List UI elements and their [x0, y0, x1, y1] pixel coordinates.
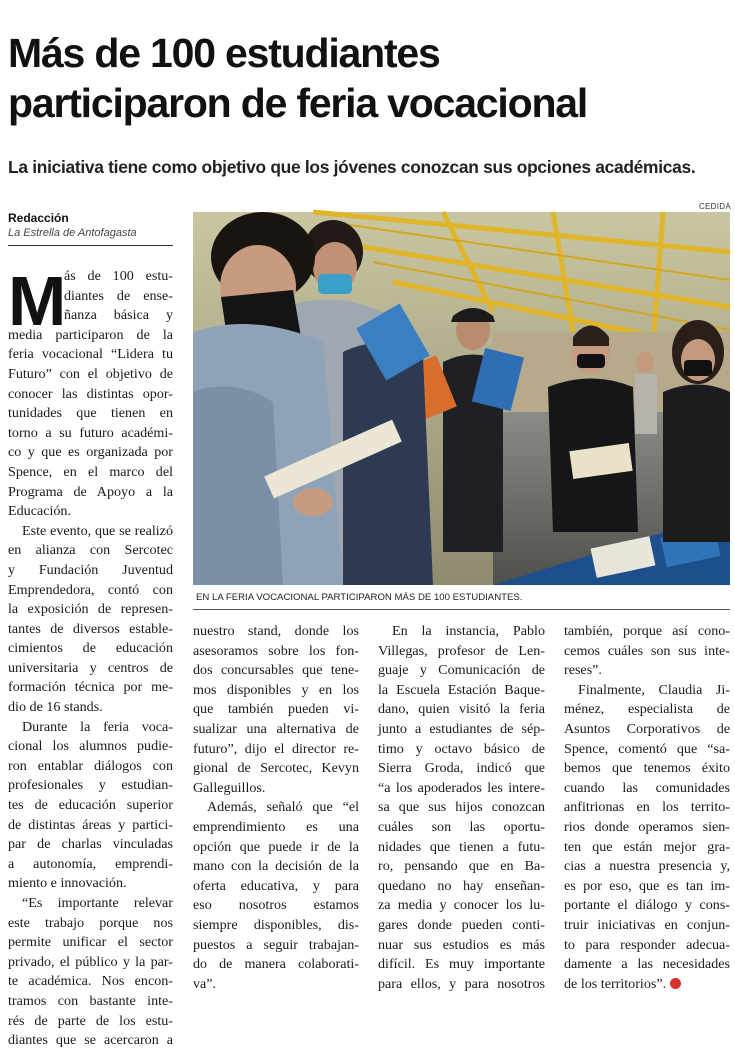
- text-line: Además, señaló que “el: [207, 799, 359, 816]
- text-line: Emprendedora, contó con: [8, 581, 173, 598]
- text-line: a autonomía, emprendi-: [8, 855, 173, 872]
- text-line: Spence, en el marco del: [8, 463, 173, 480]
- photo-caption: EN LA FERIA VOCACIONAL PARTICIPARON MÁS DE 100 ESTUDIANTES.: [196, 592, 523, 603]
- text-line: permite unificar el sector: [8, 934, 173, 951]
- text-line: siempre disponibles, dis-: [193, 916, 359, 933]
- text-line: cias a nuestra presencia y,: [564, 858, 730, 875]
- text-line: tes de educación superior: [8, 797, 173, 814]
- text-line: cuando las comunidades: [564, 779, 730, 796]
- text-line: en alianza con Sercotec: [8, 542, 173, 559]
- text-line: futuro”, dijo el director re-: [193, 740, 359, 757]
- text-line: nuar sus estudios es más: [378, 936, 545, 953]
- paragraph: [8, 894, 173, 1051]
- text-line: ro, pensando que en Ba-: [378, 858, 545, 875]
- text-line: junto a estudiantes de sép-: [378, 720, 545, 737]
- body-column-4: [564, 622, 730, 994]
- text-line: mos disponibles y en los: [193, 681, 359, 698]
- text-line: opción que puede ir de la: [193, 838, 359, 855]
- text-line: conocer las distintas opor-: [8, 385, 173, 402]
- text-line: Sierra Groda, indicó que: [378, 760, 545, 777]
- text-line: ten que están mejor gra-: [564, 838, 730, 855]
- text-line: do de manera colaborati-: [193, 956, 359, 973]
- body-column-3: [378, 622, 545, 994]
- paragraph: [8, 718, 173, 894]
- text-line: de distintas áreas y partici-: [8, 816, 173, 833]
- text-line: dio de 16 stands.: [8, 699, 103, 716]
- text-line: difícil. Es muy importante: [378, 956, 545, 973]
- text-line: quedano no hay enseñan-: [378, 877, 545, 894]
- text-line: “Es importante relevar: [22, 895, 173, 911]
- text-line: anfitrionas en los territo-: [564, 799, 730, 816]
- text-line: gares donde pueden conti-: [378, 916, 545, 933]
- drop-cap-lines: [8, 267, 173, 326]
- text-line: también, porque así cono-: [564, 623, 730, 639]
- text-line: par de charlas vinculadas: [8, 836, 173, 853]
- end-of-article-icon: [670, 978, 681, 989]
- text-line: portante el diálogo y cons-: [564, 897, 730, 914]
- text-line: bemos que tenemos éxito: [564, 760, 730, 777]
- text-line: que también pueden vi-: [193, 701, 359, 718]
- paragraph: [564, 681, 730, 995]
- paragraph: [193, 798, 359, 994]
- text-line: gional de Sercotec, Kevyn: [193, 760, 359, 777]
- text-line: este trabajo porque nos: [8, 914, 173, 931]
- text-line: Educación.: [8, 503, 72, 520]
- text-line: za media y conocer los lu-: [378, 897, 545, 914]
- text-line: y Fundación Juventud: [8, 561, 173, 578]
- text-line: Este evento, que se realizó: [22, 522, 173, 539]
- caption-divider: [193, 609, 730, 610]
- text-line: va”.: [193, 975, 217, 992]
- text-line: feria vocacional “Lidera tu: [8, 346, 173, 363]
- article-photo: [193, 212, 730, 585]
- text-line: tunidades que tienen en: [8, 405, 173, 422]
- text-line: ron entablar diálogos con: [8, 757, 173, 774]
- text-line: damente a las necesidades: [564, 956, 730, 973]
- text-line: emprendimiento es una: [193, 818, 359, 835]
- text-line: la Escuela Estación Baque-: [378, 681, 545, 698]
- text-line: torno a su futuro académi-: [8, 424, 173, 441]
- text-line: truir iniciativas en conjun-: [564, 916, 730, 933]
- text-line: media participaron de la: [8, 326, 173, 343]
- text-line: Asuntos Corporativos de: [564, 720, 730, 737]
- text-line: tramos con bastante inte-: [8, 992, 173, 1009]
- text-line: sa que sus hijos conozcan: [378, 799, 545, 816]
- text-line: nidades que tienen a futu-: [378, 838, 545, 855]
- text-line: diantes que se acercaron a: [8, 1032, 173, 1049]
- text-line: rios donde operamos sien-: [564, 818, 730, 835]
- text-line: cimientos de educación: [8, 640, 173, 657]
- text-line: ás de 100 estu-: [64, 268, 173, 284]
- paragraph: [8, 326, 173, 522]
- text-line: la exposición de represen-: [8, 601, 173, 618]
- text-line: diantes de ense-: [64, 287, 173, 304]
- text-line: de los territorios”.: [564, 975, 730, 995]
- text-line: dano, quien visitó la feria: [378, 701, 545, 718]
- paragraph: [8, 522, 173, 718]
- text-line: cemos cuáles son sus inte-: [564, 642, 730, 659]
- text-line: tantes de diversos estable-: [8, 620, 173, 637]
- text-line: to para responder adecua-: [564, 936, 730, 953]
- text-line: asesoramos sobre los fon-: [193, 642, 359, 659]
- text-line: dos concursables que tene-: [193, 662, 359, 679]
- text-line: universitaria y centros de: [8, 659, 173, 676]
- byline-divider: [8, 245, 173, 246]
- text-line: Finalmente, Claudia Ji-: [578, 681, 730, 698]
- paragraph: [378, 622, 545, 994]
- text-line: oferta educativa, y para: [193, 877, 359, 894]
- paragraph: [193, 622, 359, 798]
- headline-line-2: participaron de feria vocacional: [8, 80, 588, 126]
- text-line: mano con la decisión de la: [193, 858, 359, 875]
- text-line: privado, el público y la par-: [8, 953, 173, 970]
- text-line: En la instancia, Pablo: [392, 623, 545, 639]
- text-line: profesionales y estudian-: [8, 777, 173, 794]
- paragraph: [564, 622, 730, 681]
- text-line: miento e innovación.: [8, 875, 127, 892]
- text-line: reses”.: [564, 662, 602, 679]
- text-line: ñanza básica y: [64, 307, 173, 324]
- text-line: puestos a seguir trabajan-: [193, 936, 359, 953]
- byline-outlet: La Estrella de Antofagasta: [8, 227, 137, 239]
- text-line: cional los alumnos pudie-: [8, 738, 173, 755]
- photo-credit: CEDIDA: [698, 202, 731, 211]
- text-line: Programa de Apoyo a la: [8, 483, 173, 500]
- text-line: Villegas, profesor de Len-: [378, 642, 545, 659]
- headline: [8, 28, 730, 128]
- byline-author: Redacción: [8, 211, 69, 225]
- text-line: cuáles son las oportu-: [378, 818, 545, 835]
- text-line: rés de parte de los estu-: [8, 1012, 173, 1029]
- text-line: timo y octavo básico de: [378, 740, 545, 757]
- drop-cap-letter: M: [8, 262, 67, 340]
- text-line: eso nosotros estamos: [193, 897, 359, 914]
- text-line: formación técnica por me-: [8, 679, 173, 696]
- body-column-2: [193, 622, 359, 994]
- text-line: guaje y Comunicación de: [378, 662, 545, 679]
- text-line: Futuro” con el objetivo de: [8, 365, 173, 382]
- text-line: Durante la feria voca-: [22, 718, 173, 735]
- text-line: Galleguillos.: [193, 779, 266, 796]
- text-line: Spence, comentó que “sa-: [564, 740, 730, 757]
- text-line: “a los apoderados les intere-: [378, 779, 545, 796]
- text-line: te académica. Nos encon-: [8, 973, 173, 990]
- text-line: sualizar una alternativa de: [193, 720, 359, 737]
- headline-line-1: Más de 100 estudiantes: [8, 30, 440, 76]
- byline: [8, 211, 173, 239]
- body-column-1: [8, 267, 173, 1051]
- text-line: co y que es organizada por: [8, 444, 173, 461]
- text-line: nuestro stand, donde los: [193, 623, 359, 639]
- text-line: es por eso, que es tan im-: [564, 877, 730, 894]
- text-line: para ellos, y para nosotros: [378, 975, 545, 992]
- text-line: ménez, especialista de: [564, 701, 730, 718]
- subheadline: La iniciativa tiene como objetivo que los jóvenes conozcan sus opciones académicas.: [8, 157, 696, 177]
